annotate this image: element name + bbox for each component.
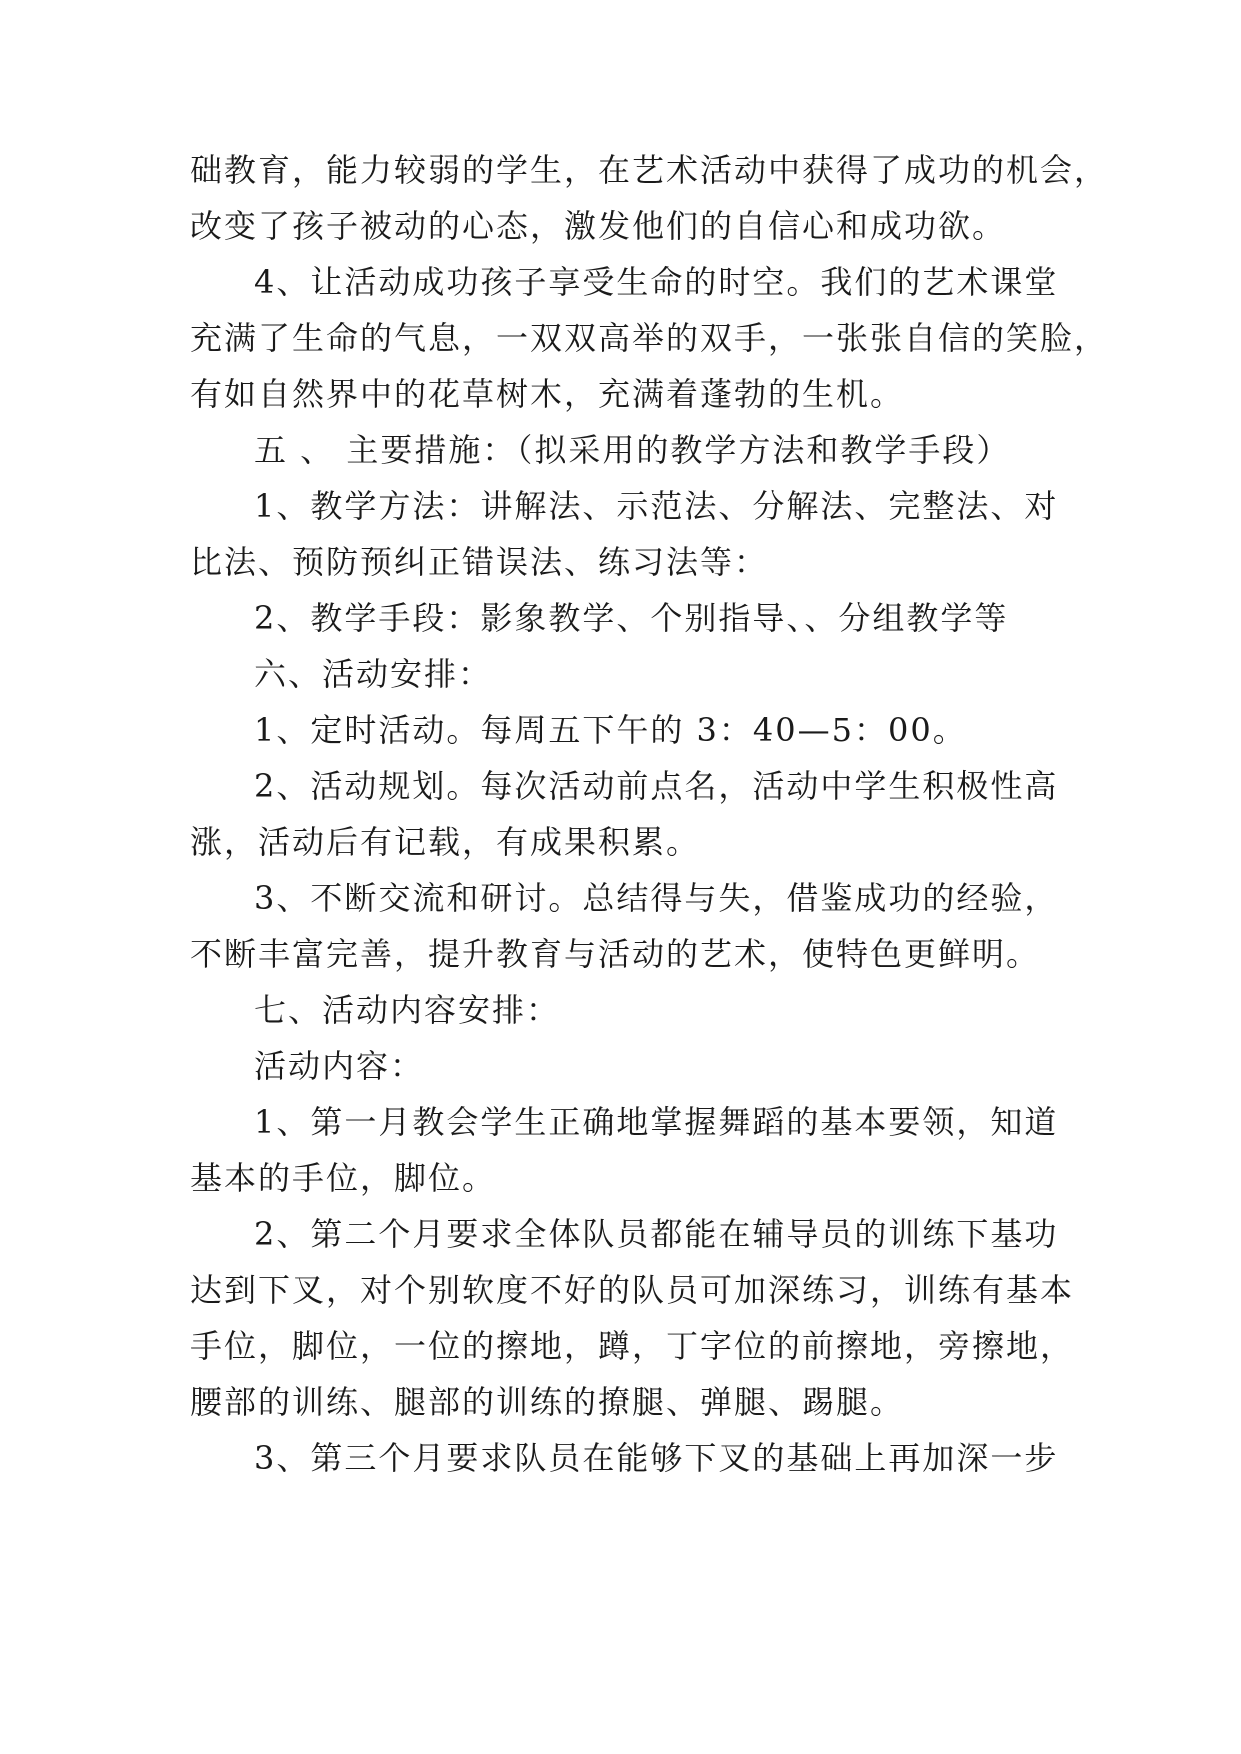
paragraph-line: 3、不断交流和研讨。总结得与失，借鉴成功的经验， bbox=[254, 879, 1059, 917]
paragraph-line: 涨，活动后有记载，有成果积累。 bbox=[190, 823, 701, 861]
paragraph-line: 1、定时活动。每周五下午的 3：40—5：00。 bbox=[254, 711, 967, 749]
paragraph-line: 改变了孩子被动的心态，激发他们的自信心和成功欲。 bbox=[190, 207, 1007, 245]
paragraph-line: 腰部的训练、腿部的训练的撩腿、弹腿、踢腿。 bbox=[190, 1383, 905, 1421]
paragraph-line: 础教育，能力较弱的学生，在艺术活动中获得了成功的机会， bbox=[190, 151, 1109, 189]
paragraph-line: 4、让活动成功孩子享受生命的时空。我们的艺术课堂 bbox=[254, 263, 1059, 301]
paragraph-line: 充满了生命的气息，一双双高举的双手，一张张自信的笑脸， bbox=[190, 319, 1109, 357]
section-heading: 五 、 主要措施：（拟采用的教学方法和教学手段） bbox=[254, 431, 1011, 469]
paragraph-line: 2、第二个月要求全体队员都能在辅导员的训练下基功 bbox=[254, 1215, 1059, 1253]
paragraph-line: 手位，脚位，一位的擦地，蹲，丁字位的前擦地，旁擦地， bbox=[190, 1327, 1075, 1365]
paragraph-line: 2、教学手段：影象教学、个别指导、、分组教学等 bbox=[254, 599, 1009, 637]
paragraph-line: 不断丰富完善，提升教育与活动的艺术，使特色更鲜明。 bbox=[190, 935, 1041, 973]
paragraph-line: 活动内容： bbox=[254, 1047, 425, 1085]
paragraph-line: 有如自然界中的花草树木，充满着蓬勃的生机。 bbox=[190, 375, 905, 413]
section-heading: 七、活动内容安排： bbox=[254, 991, 561, 1029]
paragraph-line: 达到下叉，对个别软度不好的队员可加深练习，训练有基本 bbox=[190, 1271, 1075, 1309]
paragraph-line: 2、活动规划。每次活动前点名，活动中学生积极性高 bbox=[254, 767, 1059, 805]
paragraph-line: 1、第一月教会学生正确地掌握舞蹈的基本要领，知道 bbox=[254, 1103, 1059, 1141]
section-heading: 六、活动安排： bbox=[254, 655, 493, 693]
paragraph-line: 比法、预防预纠正错误法、练习法等： bbox=[190, 543, 769, 581]
paragraph-line: 基本的手位，脚位。 bbox=[190, 1159, 497, 1197]
paragraph-line: 1、教学方法：讲解法、示范法、分解法、完整法、对 bbox=[254, 487, 1059, 525]
paragraph-line: 3、第三个月要求队员在能够下叉的基础上再加深一步 bbox=[254, 1439, 1059, 1477]
